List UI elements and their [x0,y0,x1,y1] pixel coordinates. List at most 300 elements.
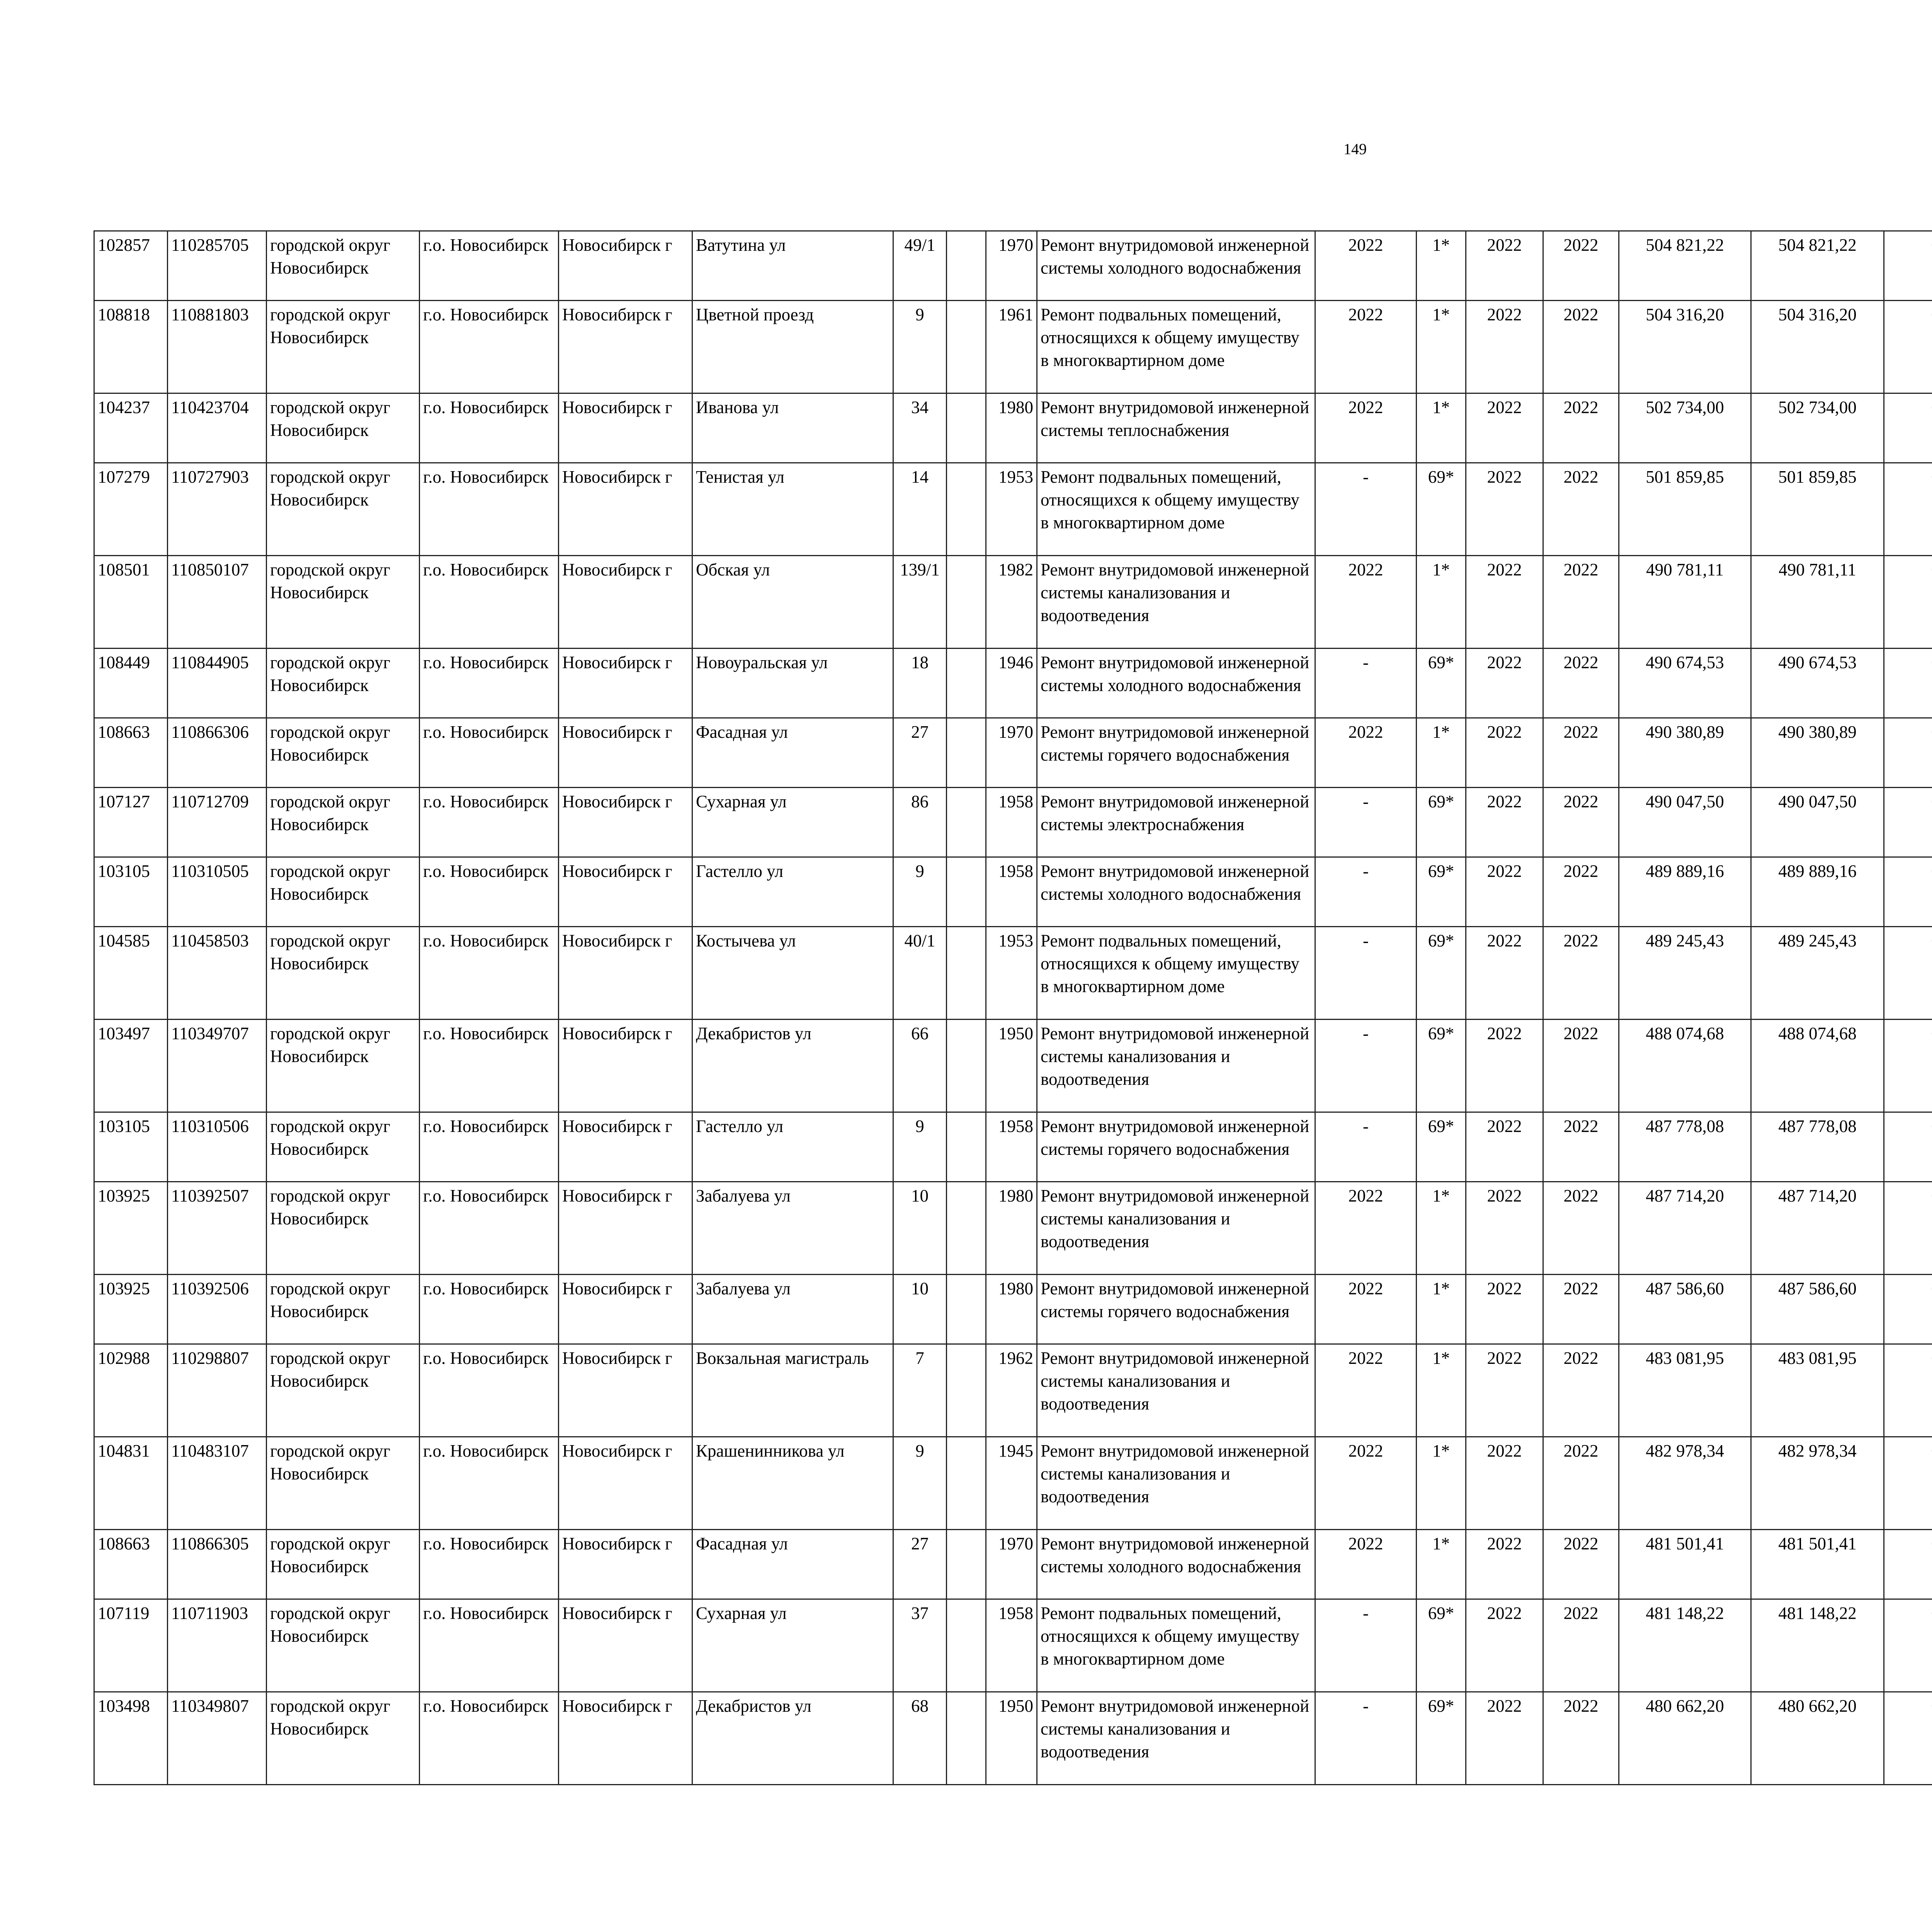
table-row [94,231,1932,301]
object-id-cell: 110392507 [168,1182,267,1275]
building-cell [947,718,986,788]
owners-funds-cell: 504 821,22 [1751,231,1884,301]
total-cost-cell: 489 889,16 [1619,857,1751,927]
house-number-cell: 27 [893,718,947,788]
work-type-cell: Ремонт внутридомовой инженерной системы холодного водоснабжения [1037,649,1315,718]
object-id-cell: 110850107 [168,556,267,649]
object-id-cell: 110844905 [168,649,267,718]
start-year-cell: 2022 [1466,1344,1543,1437]
table-row [94,927,1932,1020]
federal-funds-cell [1884,1182,1932,1275]
total-cost-cell: 490 380,89 [1619,718,1751,788]
table-row [94,1020,1932,1112]
municipality-cell: городской округ Новосибирск [267,393,420,463]
municipal-district-cell: г.о. Новосибирск [420,231,559,301]
total-cost-cell: 482 978,34 [1619,1437,1751,1530]
year-built-cell: 1950 [986,1020,1037,1112]
table-row [94,1112,1932,1182]
street-cell: Обская ул [692,556,893,649]
house-id-cell: 104585 [94,927,168,1020]
house-id-cell: 108818 [94,301,168,393]
work-type-cell: Ремонт подвальных помещений, относящихся к общему имуществу в многоквартирном доме [1037,927,1315,1020]
owners-funds-cell: 480 662,20 [1751,1692,1884,1785]
locality-cell: Новосибирск г [559,463,692,556]
planned-year-cell: - [1315,1112,1417,1182]
house-id-cell: 107127 [94,788,168,857]
total-cost-cell: 502 734,00 [1619,393,1751,463]
total-cost-cell: 490 047,50 [1619,788,1751,857]
federal-funds-cell [1884,301,1932,393]
house-id-cell: 103105 [94,1112,168,1182]
start-year-cell: 2022 [1466,718,1543,788]
municipality-cell: городской округ Новосибирск [267,1437,420,1530]
locality-cell: Новосибирск г [559,927,692,1020]
house-id-cell: 104831 [94,1437,168,1530]
end-year-cell: 2022 [1543,927,1619,1020]
building-cell [947,1020,986,1112]
start-year-cell: 2022 [1466,1437,1543,1530]
locality-cell: Новосибирск г [559,556,692,649]
owners-funds-cell: 490 781,11 [1751,556,1884,649]
house-number-cell: 86 [893,788,947,857]
end-year-cell: 2022 [1543,1437,1619,1530]
locality-cell: Новосибирск г [559,1437,692,1530]
municipal-district-cell: г.о. Новосибирск [420,1182,559,1275]
street-cell: Декабристов ул [692,1020,893,1112]
municipality-cell: городской округ Новосибирск [267,649,420,718]
planned-year-cell: - [1315,857,1417,927]
table-row [94,301,1932,393]
house-number-cell: 9 [893,1437,947,1530]
note-cell: 1* [1417,556,1466,649]
building-cell [947,1599,986,1692]
owners-funds-cell: 487 714,20 [1751,1182,1884,1275]
municipal-district-cell: г.о. Новосибирск [420,1275,559,1344]
house-number-cell: 37 [893,1599,947,1692]
house-number-cell: 34 [893,393,947,463]
start-year-cell: 2022 [1466,1182,1543,1275]
object-id-cell: 110392506 [168,1275,267,1344]
table-row [94,556,1932,649]
municipal-district-cell: г.о. Новосибирск [420,649,559,718]
table-row [94,1692,1932,1785]
building-cell [947,231,986,301]
object-id-cell: 110349707 [168,1020,267,1112]
house-id-cell: 102988 [94,1344,168,1437]
federal-funds-cell [1884,718,1932,788]
street-cell: Ватутина ул [692,231,893,301]
planned-year-cell: - [1315,788,1417,857]
note-cell: 69* [1417,1112,1466,1182]
building-cell [947,1692,986,1785]
table-row [94,718,1932,788]
object-id-cell: 110310506 [168,1112,267,1182]
end-year-cell: 2022 [1543,1530,1619,1599]
planned-year-cell: - [1315,649,1417,718]
federal-funds-cell [1884,1020,1932,1112]
end-year-cell: 2022 [1543,1692,1619,1785]
municipality-cell: городской округ Новосибирск [267,1344,420,1437]
start-year-cell: 2022 [1466,1020,1543,1112]
table-row [94,1275,1932,1344]
house-number-cell: 68 [893,1692,947,1785]
planned-year-cell: 2022 [1315,718,1417,788]
total-cost-cell: 488 074,68 [1619,1020,1751,1112]
house-id-cell: 103925 [94,1275,168,1344]
end-year-cell: 2022 [1543,1344,1619,1437]
building-cell [947,301,986,393]
street-cell: Цветной проезд [692,301,893,393]
total-cost-cell: 490 674,53 [1619,649,1751,718]
house-id-cell: 107279 [94,463,168,556]
planned-year-cell: 2022 [1315,231,1417,301]
house-number-cell: 7 [893,1344,947,1437]
house-number-cell: 40/1 [893,927,947,1020]
note-cell: 69* [1417,463,1466,556]
table-row [94,1599,1932,1692]
municipality-cell: городской округ Новосибирск [267,301,420,393]
house-number-cell: 27 [893,1530,947,1599]
start-year-cell: 2022 [1466,649,1543,718]
municipality-cell: городской округ Новосибирск [267,1182,420,1275]
work-type-cell: Ремонт внутридомовой инженерной системы канализования и водоотведения [1037,1344,1315,1437]
federal-funds-cell [1884,1112,1932,1182]
planned-year-cell: - [1315,1020,1417,1112]
house-id-cell: 102857 [94,231,168,301]
owners-funds-cell: 490 047,50 [1751,788,1884,857]
house-id-cell: 107119 [94,1599,168,1692]
total-cost-cell: 483 081,95 [1619,1344,1751,1437]
house-id-cell: 103497 [94,1020,168,1112]
street-cell: Иванова ул [692,393,893,463]
note-cell: 69* [1417,927,1466,1020]
start-year-cell: 2022 [1466,927,1543,1020]
owners-funds-cell: 483 081,95 [1751,1344,1884,1437]
total-cost-cell: 480 662,20 [1619,1692,1751,1785]
house-number-cell: 9 [893,857,947,927]
work-type-cell: Ремонт внутридомовой инженерной системы горячего водоснабжения [1037,1112,1315,1182]
house-id-cell: 103105 [94,857,168,927]
object-id-cell: 110458503 [168,927,267,1020]
year-built-cell: 1958 [986,788,1037,857]
end-year-cell: 2022 [1543,1020,1619,1112]
municipality-cell: городской округ Новосибирск [267,556,420,649]
owners-funds-cell: 487 586,60 [1751,1275,1884,1344]
start-year-cell: 2022 [1466,301,1543,393]
note-cell: 1* [1417,301,1466,393]
federal-funds-cell [1884,231,1932,301]
total-cost-cell: 487 778,08 [1619,1112,1751,1182]
municipal-district-cell: г.о. Новосибирск [420,393,559,463]
planned-year-cell: - [1315,463,1417,556]
work-type-cell: Ремонт внутридомовой инженерной системы канализования и водоотведения [1037,556,1315,649]
building-cell [947,393,986,463]
note-cell: 1* [1417,1344,1466,1437]
municipal-district-cell: г.о. Новосибирск [420,301,559,393]
federal-funds-cell [1884,556,1932,649]
object-id-cell: 110483107 [168,1437,267,1530]
street-cell: Гастелло ул [692,857,893,927]
total-cost-cell: 504 821,22 [1619,231,1751,301]
municipality-cell: городской округ Новосибирск [267,1599,420,1692]
house-id-cell: 104237 [94,393,168,463]
federal-funds-cell [1884,393,1932,463]
municipal-district-cell: г.о. Новосибирск [420,857,559,927]
locality-cell: Новосибирск г [559,788,692,857]
table-row [94,463,1932,556]
object-id-cell: 110727903 [168,463,267,556]
table-row [94,857,1932,927]
end-year-cell: 2022 [1543,463,1619,556]
locality-cell: Новосибирск г [559,1344,692,1437]
start-year-cell: 2022 [1466,463,1543,556]
end-year-cell: 2022 [1543,1182,1619,1275]
house-id-cell: 108501 [94,556,168,649]
building-cell [947,1437,986,1530]
object-id-cell: 110310505 [168,857,267,927]
start-year-cell: 2022 [1466,1530,1543,1599]
note-cell: 69* [1417,1020,1466,1112]
locality-cell: Новосибирск г [559,857,692,927]
building-cell [947,1182,986,1275]
note-cell: 69* [1417,1599,1466,1692]
house-number-cell: 9 [893,1112,947,1182]
start-year-cell: 2022 [1466,1112,1543,1182]
street-cell: Сухарная ул [692,788,893,857]
planned-year-cell: 2022 [1315,1275,1417,1344]
house-number-cell: 49/1 [893,231,947,301]
owners-funds-cell: 504 316,20 [1751,301,1884,393]
municipality-cell: городской округ Новосибирск [267,1020,420,1112]
municipal-district-cell: г.о. Новосибирск [420,1599,559,1692]
building-cell [947,1530,986,1599]
object-id-cell: 110711903 [168,1599,267,1692]
building-cell [947,1112,986,1182]
planned-year-cell: 2022 [1315,1530,1417,1599]
municipal-district-cell: г.о. Новосибирск [420,1530,559,1599]
building-cell [947,1275,986,1344]
page-number: 149 [1344,140,1367,158]
table-row [94,649,1932,718]
municipal-district-cell: г.о. Новосибирск [420,718,559,788]
locality-cell: Новосибирск г [559,301,692,393]
federal-funds-cell [1884,1530,1932,1599]
work-type-cell: Ремонт внутридомовой инженерной системы горячего водоснабжения [1037,1275,1315,1344]
locality-cell: Новосибирск г [559,231,692,301]
planned-year-cell: 2022 [1315,1344,1417,1437]
building-cell [947,927,986,1020]
municipal-district-cell: г.о. Новосибирск [420,1020,559,1112]
municipality-cell: городской округ Новосибирск [267,788,420,857]
end-year-cell: 2022 [1543,393,1619,463]
work-type-cell: Ремонт внутридомовой инженерной системы электроснабжения [1037,788,1315,857]
total-cost-cell: 481 148,22 [1619,1599,1751,1692]
work-type-cell: Ремонт подвальных помещений, относящихся к общему имуществу в многоквартирном доме [1037,301,1315,393]
locality-cell: Новосибирск г [559,1530,692,1599]
building-cell [947,857,986,927]
note-cell: 69* [1417,857,1466,927]
start-year-cell: 2022 [1466,857,1543,927]
work-type-cell: Ремонт внутридомовой инженерной системы горячего водоснабжения [1037,718,1315,788]
year-built-cell: 1982 [986,556,1037,649]
house-id-cell: 103498 [94,1692,168,1785]
work-type-cell: Ремонт внутридомовой инженерной системы холодного водоснабжения [1037,231,1315,301]
owners-funds-cell: 481 148,22 [1751,1599,1884,1692]
federal-funds-cell [1884,1599,1932,1692]
year-built-cell: 1950 [986,1692,1037,1785]
planned-year-cell: 2022 [1315,1437,1417,1530]
locality-cell: Новосибирск г [559,718,692,788]
end-year-cell: 2022 [1543,301,1619,393]
table-row [94,393,1932,463]
federal-funds-cell [1884,1692,1932,1785]
start-year-cell: 2022 [1466,1275,1543,1344]
end-year-cell: 2022 [1543,1599,1619,1692]
house-number-cell: 10 [893,1275,947,1344]
house-number-cell: 10 [893,1182,947,1275]
note-cell: 1* [1417,231,1466,301]
object-id-cell: 110712709 [168,788,267,857]
municipal-district-cell: г.о. Новосибирск [420,1112,559,1182]
object-id-cell: 110349807 [168,1692,267,1785]
year-built-cell: 1946 [986,649,1037,718]
note-cell: 1* [1417,1275,1466,1344]
table-row [94,1437,1932,1530]
work-type-cell: Ремонт подвальных помещений, относящихся к общему имуществу в многоквартирном доме [1037,1599,1315,1692]
year-built-cell: 1980 [986,1182,1037,1275]
table-row [94,1344,1932,1437]
work-type-cell: Ремонт внутридомовой инженерной системы канализования и водоотведения [1037,1692,1315,1785]
start-year-cell: 2022 [1466,788,1543,857]
street-cell: Фасадная ул [692,1530,893,1599]
year-built-cell: 1958 [986,857,1037,927]
note-cell: 69* [1417,1692,1466,1785]
start-year-cell: 2022 [1466,1599,1543,1692]
work-type-cell: Ремонт внутридомовой инженерной системы теплоснабжения [1037,393,1315,463]
year-built-cell: 1970 [986,231,1037,301]
note-cell: 69* [1417,788,1466,857]
municipality-cell: городской округ Новосибирск [267,857,420,927]
locality-cell: Новосибирск г [559,1599,692,1692]
year-built-cell: 1980 [986,393,1037,463]
start-year-cell: 2022 [1466,1692,1543,1785]
year-built-cell: 1945 [986,1437,1037,1530]
federal-funds-cell [1884,1275,1932,1344]
municipality-cell: городской округ Новосибирск [267,1692,420,1785]
planned-year-cell: 2022 [1315,556,1417,649]
planned-year-cell: 2022 [1315,1182,1417,1275]
street-cell: Забалуева ул [692,1182,893,1275]
owners-funds-cell: 488 074,68 [1751,1020,1884,1112]
total-cost-cell: 487 714,20 [1619,1182,1751,1275]
end-year-cell: 2022 [1543,788,1619,857]
building-cell [947,463,986,556]
start-year-cell: 2022 [1466,393,1543,463]
planned-year-cell: - [1315,1692,1417,1785]
owners-funds-cell: 489 245,43 [1751,927,1884,1020]
federal-funds-cell [1884,1437,1932,1530]
municipal-district-cell: г.о. Новосибирск [420,463,559,556]
building-cell [947,1344,986,1437]
year-built-cell: 1961 [986,301,1037,393]
year-built-cell: 1970 [986,718,1037,788]
street-cell: Сухарная ул [692,1599,893,1692]
municipality-cell: городской округ Новосибирск [267,463,420,556]
table-row [94,788,1932,857]
start-year-cell: 2022 [1466,556,1543,649]
repair-register-table [94,230,1932,1785]
year-built-cell: 1958 [986,1112,1037,1182]
municipal-district-cell: г.о. Новосибирск [420,927,559,1020]
municipal-district-cell: г.о. Новосибирск [420,1692,559,1785]
street-cell: Гастелло ул [692,1112,893,1182]
end-year-cell: 2022 [1543,718,1619,788]
municipal-district-cell: г.о. Новосибирск [420,1437,559,1530]
planned-year-cell: 2022 [1315,393,1417,463]
end-year-cell: 2022 [1543,649,1619,718]
work-type-cell: Ремонт внутридомовой инженерной системы канализования и водоотведения [1037,1437,1315,1530]
year-built-cell: 1958 [986,1599,1037,1692]
table-body [94,231,1932,1785]
planned-year-cell: - [1315,1599,1417,1692]
house-number-cell: 9 [893,301,947,393]
end-year-cell: 2022 [1543,1275,1619,1344]
locality-cell: Новосибирск г [559,1112,692,1182]
table-row [94,1182,1932,1275]
street-cell: Вокзальная магистраль [692,1344,893,1437]
house-number-cell: 14 [893,463,947,556]
building-cell [947,556,986,649]
total-cost-cell: 481 501,41 [1619,1530,1751,1599]
year-built-cell: 1962 [986,1344,1037,1437]
note-cell: 1* [1417,393,1466,463]
federal-funds-cell [1884,788,1932,857]
house-id-cell: 108663 [94,718,168,788]
federal-funds-cell [1884,649,1932,718]
owners-funds-cell: 482 978,34 [1751,1437,1884,1530]
locality-cell: Новосибирск г [559,1692,692,1785]
federal-funds-cell [1884,1344,1932,1437]
start-year-cell: 2022 [1466,231,1543,301]
total-cost-cell: 490 781,11 [1619,556,1751,649]
end-year-cell: 2022 [1543,556,1619,649]
house-number-cell: 139/1 [893,556,947,649]
locality-cell: Новосибирск г [559,1182,692,1275]
municipality-cell: городской округ Новосибирск [267,1275,420,1344]
owners-funds-cell: 501 859,85 [1751,463,1884,556]
object-id-cell: 110866305 [168,1530,267,1599]
house-id-cell: 108449 [94,649,168,718]
owners-funds-cell: 489 889,16 [1751,857,1884,927]
locality-cell: Новосибирск г [559,393,692,463]
planned-year-cell: - [1315,927,1417,1020]
owners-funds-cell: 502 734,00 [1751,393,1884,463]
table-row [94,1530,1932,1599]
municipal-district-cell: г.о. Новосибирск [420,1344,559,1437]
municipality-cell: городской округ Новосибирск [267,927,420,1020]
building-cell [947,649,986,718]
object-id-cell: 110881803 [168,301,267,393]
owners-funds-cell: 481 501,41 [1751,1530,1884,1599]
work-type-cell: Ремонт внутридомовой инженерной системы канализования и водоотведения [1037,1182,1315,1275]
locality-cell: Новосибирск г [559,649,692,718]
work-type-cell: Ремонт внутридомовой инженерной системы холодного водоснабжения [1037,1530,1315,1599]
year-built-cell: 1970 [986,1530,1037,1599]
federal-funds-cell [1884,463,1932,556]
year-built-cell: 1980 [986,1275,1037,1344]
work-type-cell: Ремонт внутридомовой инженерной системы холодного водоснабжения [1037,857,1315,927]
object-id-cell: 110285705 [168,231,267,301]
